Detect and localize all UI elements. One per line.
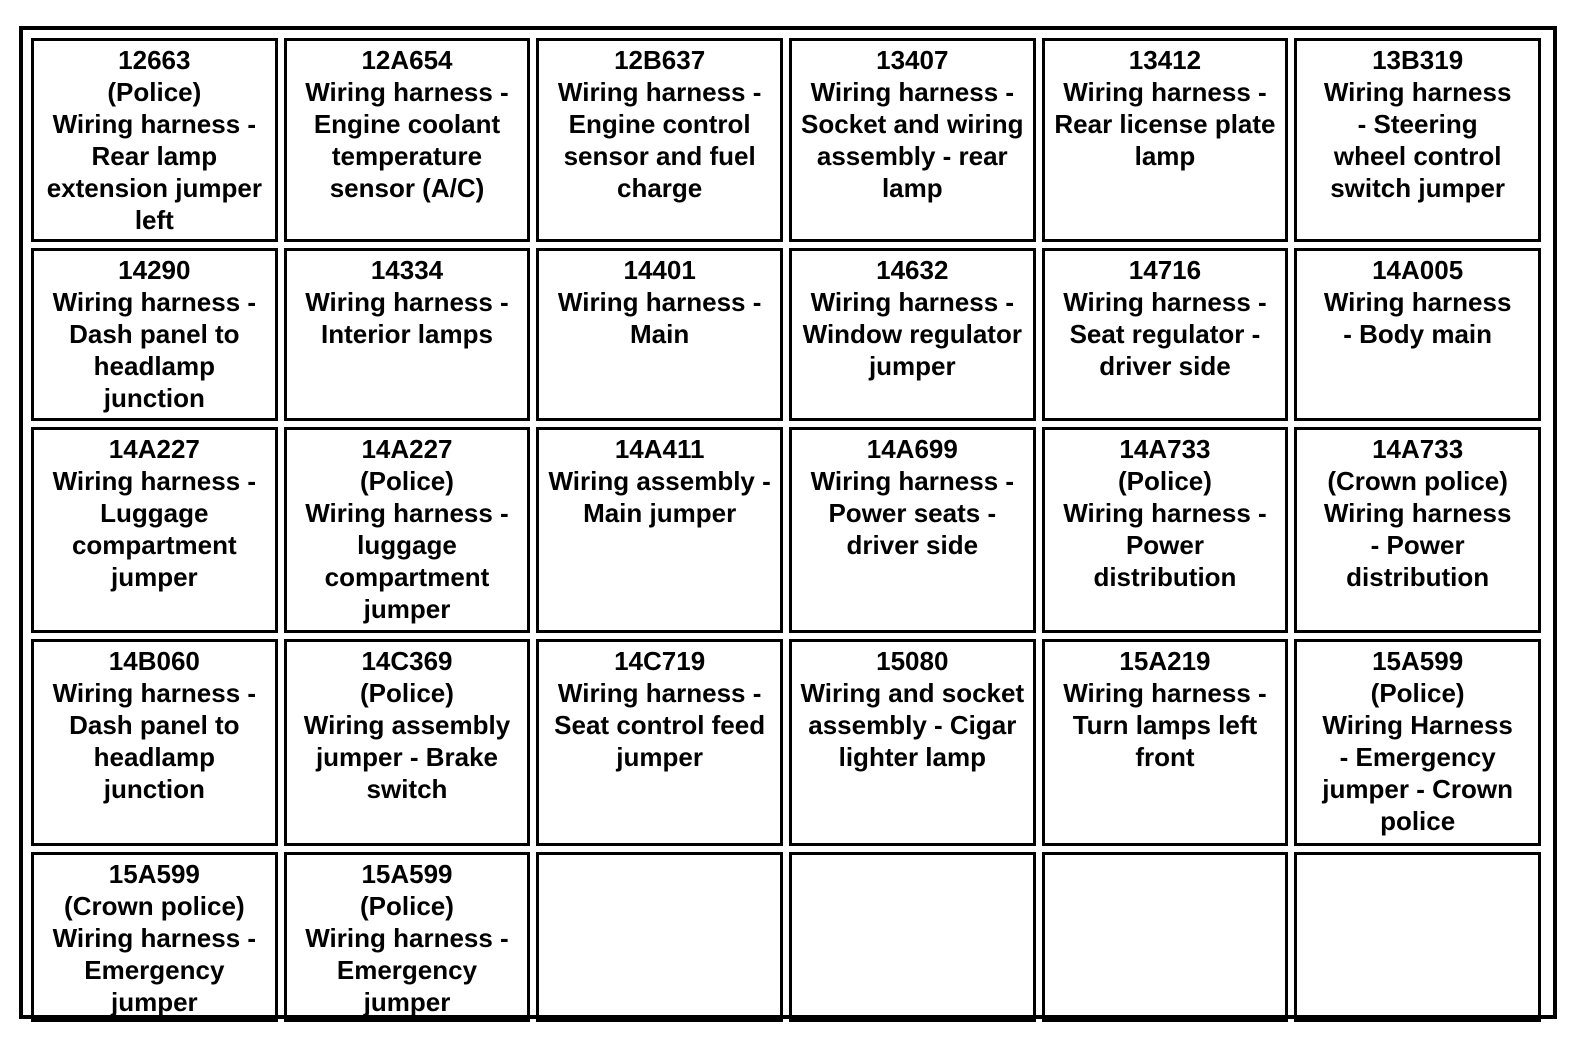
part-description-line: jumper <box>363 987 451 1017</box>
table-cell <box>789 427 1036 633</box>
part-description-line: Wiring harness - <box>52 923 257 953</box>
part-description-line: Wiring Harness <box>1322 710 1513 740</box>
part-number: 15080 <box>876 646 949 676</box>
part-description-line: (Crown police) <box>1327 466 1508 496</box>
part-description-line: lamp <box>881 173 943 203</box>
table-cell <box>789 38 1036 242</box>
part-description-line: Emergency <box>336 955 478 985</box>
part-description-line: Interior lamps <box>321 319 493 349</box>
part-description-line: luggage <box>357 530 457 560</box>
part-description-line: Emergency <box>84 955 225 985</box>
table-cell <box>1294 639 1541 846</box>
part-description-line: switch <box>366 774 448 804</box>
part-number: 14290 <box>118 255 191 285</box>
part-number: 15A599 <box>108 859 200 889</box>
part-description-line: (Crown police) <box>64 891 245 921</box>
part-description-line: lamp <box>1134 141 1196 171</box>
part-description-line: Wiring harness <box>1323 77 1512 107</box>
table-cell <box>31 38 278 242</box>
table-row <box>31 427 1541 633</box>
part-description-line: (Police) <box>107 77 202 107</box>
part-description-line: Window regulator <box>802 319 1022 349</box>
table-cell <box>31 248 278 421</box>
empty-table-cell <box>1042 852 1289 1022</box>
part-description-line: jumper <box>110 987 198 1017</box>
part-number: 14A227 <box>108 434 200 464</box>
table-row <box>31 38 1541 242</box>
part-description-line: Luggage <box>100 498 209 528</box>
part-description-line: Wiring harness - <box>1063 678 1267 708</box>
part-number: 12A654 <box>361 45 453 75</box>
part-number: 12B637 <box>614 45 706 75</box>
part-description-line: compartment <box>324 562 490 592</box>
table-cell <box>284 38 531 242</box>
table-row <box>31 639 1541 846</box>
part-description-line: sensor (A/C) <box>329 173 485 203</box>
part-description-line: switch jumper <box>1330 173 1506 203</box>
part-description-line: Wiring harness - <box>1063 287 1267 317</box>
part-number: 14A733 <box>1372 434 1464 464</box>
part-number: 14401 <box>623 255 696 285</box>
part-description-line: police <box>1380 806 1456 836</box>
part-number: 14632 <box>876 255 949 285</box>
wiring-harness-table-frame <box>19 26 1557 1019</box>
part-number: 14334 <box>370 255 444 285</box>
table-row <box>31 248 1541 421</box>
part-description-line: - Power <box>1370 530 1465 560</box>
part-description-line: junction <box>103 774 205 804</box>
part-description-line: Power seats - <box>828 498 997 528</box>
table-cell <box>1294 38 1541 242</box>
table-cell <box>536 248 783 421</box>
part-number: 13B319 <box>1372 45 1464 75</box>
part-description-line: Wiring assembly <box>303 710 511 740</box>
part-number: 15A599 <box>361 859 453 889</box>
part-description-line: Seat regulator - <box>1069 319 1261 349</box>
part-description-line: Wiring assembly - <box>548 466 771 496</box>
part-description-line: Wiring harness - <box>52 287 257 317</box>
table-cell <box>31 852 278 1022</box>
table-cell <box>284 427 531 633</box>
part-description-line: Wiring harness - <box>810 466 1015 496</box>
part-number: 14C719 <box>614 646 706 676</box>
part-description-line: compartment <box>71 530 237 560</box>
part-number: 15A219 <box>1119 646 1211 676</box>
part-description-line: Wiring harness - <box>52 678 257 708</box>
part-description-line: distribution <box>1093 562 1237 592</box>
part-description-line: temperature <box>331 141 483 171</box>
part-description-line: Engine coolant <box>313 109 501 139</box>
part-description-line: jumper - Crown <box>1322 774 1513 804</box>
part-description-line: headlamp <box>93 742 216 772</box>
part-description-line: Rear lamp <box>91 141 218 171</box>
part-description-line: Wiring harness - <box>557 77 762 107</box>
empty-table-cell <box>536 852 783 1022</box>
part-number: 12663 <box>118 45 191 75</box>
part-description-line: Wiring harness - <box>52 109 257 139</box>
part-description-line: wheel control <box>1333 141 1502 171</box>
part-number: 14716 <box>1128 255 1202 285</box>
part-number: 13407 <box>876 45 949 75</box>
part-description-line: Main jumper <box>583 498 737 528</box>
part-description-line: Wiring harness - <box>305 287 509 317</box>
table-row <box>31 852 1541 1022</box>
table-cell <box>789 639 1036 846</box>
part-description-line: Wiring and socket <box>800 678 1025 708</box>
part-description-line: junction <box>103 383 205 413</box>
part-description-line: Wiring harness - <box>810 77 1015 107</box>
part-number: 14C369 <box>361 646 453 676</box>
table-cell <box>284 852 531 1022</box>
part-description-line: Wiring harness - <box>1063 498 1267 528</box>
part-description-line: Dash panel to <box>69 710 240 740</box>
part-description-line: Turn lamps left <box>1072 710 1258 740</box>
part-description-line: Wiring harness - <box>1063 77 1267 107</box>
part-number: 13412 <box>1128 45 1202 75</box>
part-description-line: Wiring harness <box>1323 287 1512 317</box>
part-description-line: jumper <box>868 351 956 381</box>
part-description-line: left <box>134 205 174 235</box>
part-description-line: Wiring harness - <box>52 466 257 496</box>
empty-table-cell <box>789 852 1036 1022</box>
part-description-line: Engine control <box>568 109 751 139</box>
table-cell <box>284 639 531 846</box>
part-description-line: Wiring harness <box>1323 498 1512 528</box>
table-cell <box>789 248 1036 421</box>
part-number: 14A227 <box>361 434 453 464</box>
part-description-line: extension jumper <box>46 173 262 203</box>
table-cell <box>536 639 783 846</box>
table-cell <box>31 427 278 633</box>
part-number: 14B060 <box>108 646 200 676</box>
part-description-line: headlamp <box>93 351 216 381</box>
table-cell <box>31 639 278 846</box>
part-description-line: Rear license plate <box>1054 109 1276 139</box>
part-description-line: Seat control feed <box>554 710 766 740</box>
part-description-line: Wiring harness - <box>305 77 509 107</box>
part-number: 14A733 <box>1119 434 1211 464</box>
part-number: 15A599 <box>1372 646 1464 676</box>
table-cell <box>1042 639 1289 846</box>
part-description-line: Socket and wiring <box>801 109 1024 139</box>
part-number: 14A411 <box>614 434 705 464</box>
part-description-line: - Body main <box>1343 319 1493 349</box>
table-cell <box>1294 427 1541 633</box>
part-description-line: lighter lamp <box>838 742 986 772</box>
table-cell <box>1294 248 1541 421</box>
part-description-line: jumper <box>363 594 451 624</box>
part-description-line: (Police) <box>1117 466 1212 496</box>
part-description-line: Wiring harness - <box>557 287 762 317</box>
table-cell <box>284 248 531 421</box>
part-description-line: Wiring harness - <box>305 923 509 953</box>
part-description-line: charge <box>617 173 703 203</box>
part-number: 14A005 <box>1372 255 1464 285</box>
part-description-line: - Emergency <box>1339 742 1496 772</box>
part-description-line: (Police) <box>1370 678 1465 708</box>
table-cell <box>536 38 783 242</box>
part-description-line: Wiring harness - <box>557 678 762 708</box>
table-cell <box>536 427 783 633</box>
part-description-line: front <box>1135 742 1195 772</box>
part-description-line: (Police) <box>360 678 454 708</box>
part-description-line: sensor and fuel <box>563 141 756 171</box>
part-description-line: assembly - Cigar <box>808 710 1017 740</box>
empty-table-cell <box>1294 852 1541 1022</box>
table-cell <box>1042 427 1289 633</box>
wiring-harness-table <box>25 32 1547 1028</box>
part-description-line: Main <box>630 319 690 349</box>
part-description-line: driver side <box>846 530 979 560</box>
part-description-line: (Police) <box>360 466 454 496</box>
part-description-line: driver side <box>1099 351 1231 381</box>
table-cell <box>1042 38 1289 242</box>
part-description-line: assembly - rear <box>816 141 1008 171</box>
part-description-line: distribution <box>1346 562 1490 592</box>
part-description-line: jumper <box>110 562 198 592</box>
part-description-line: Wiring harness - <box>810 287 1015 317</box>
part-description-line: Dash panel to <box>69 319 240 349</box>
part-description-line: Wiring harness - <box>305 498 509 528</box>
table-cell <box>1042 248 1289 421</box>
part-description-line: - Steering <box>1357 109 1478 139</box>
part-description-line: (Police) <box>360 891 454 921</box>
part-description-line: jumper <box>616 742 703 772</box>
part-description-line: jumper - Brake <box>315 742 499 772</box>
part-description-line: Power <box>1125 530 1204 560</box>
part-number: 14A699 <box>866 434 958 464</box>
